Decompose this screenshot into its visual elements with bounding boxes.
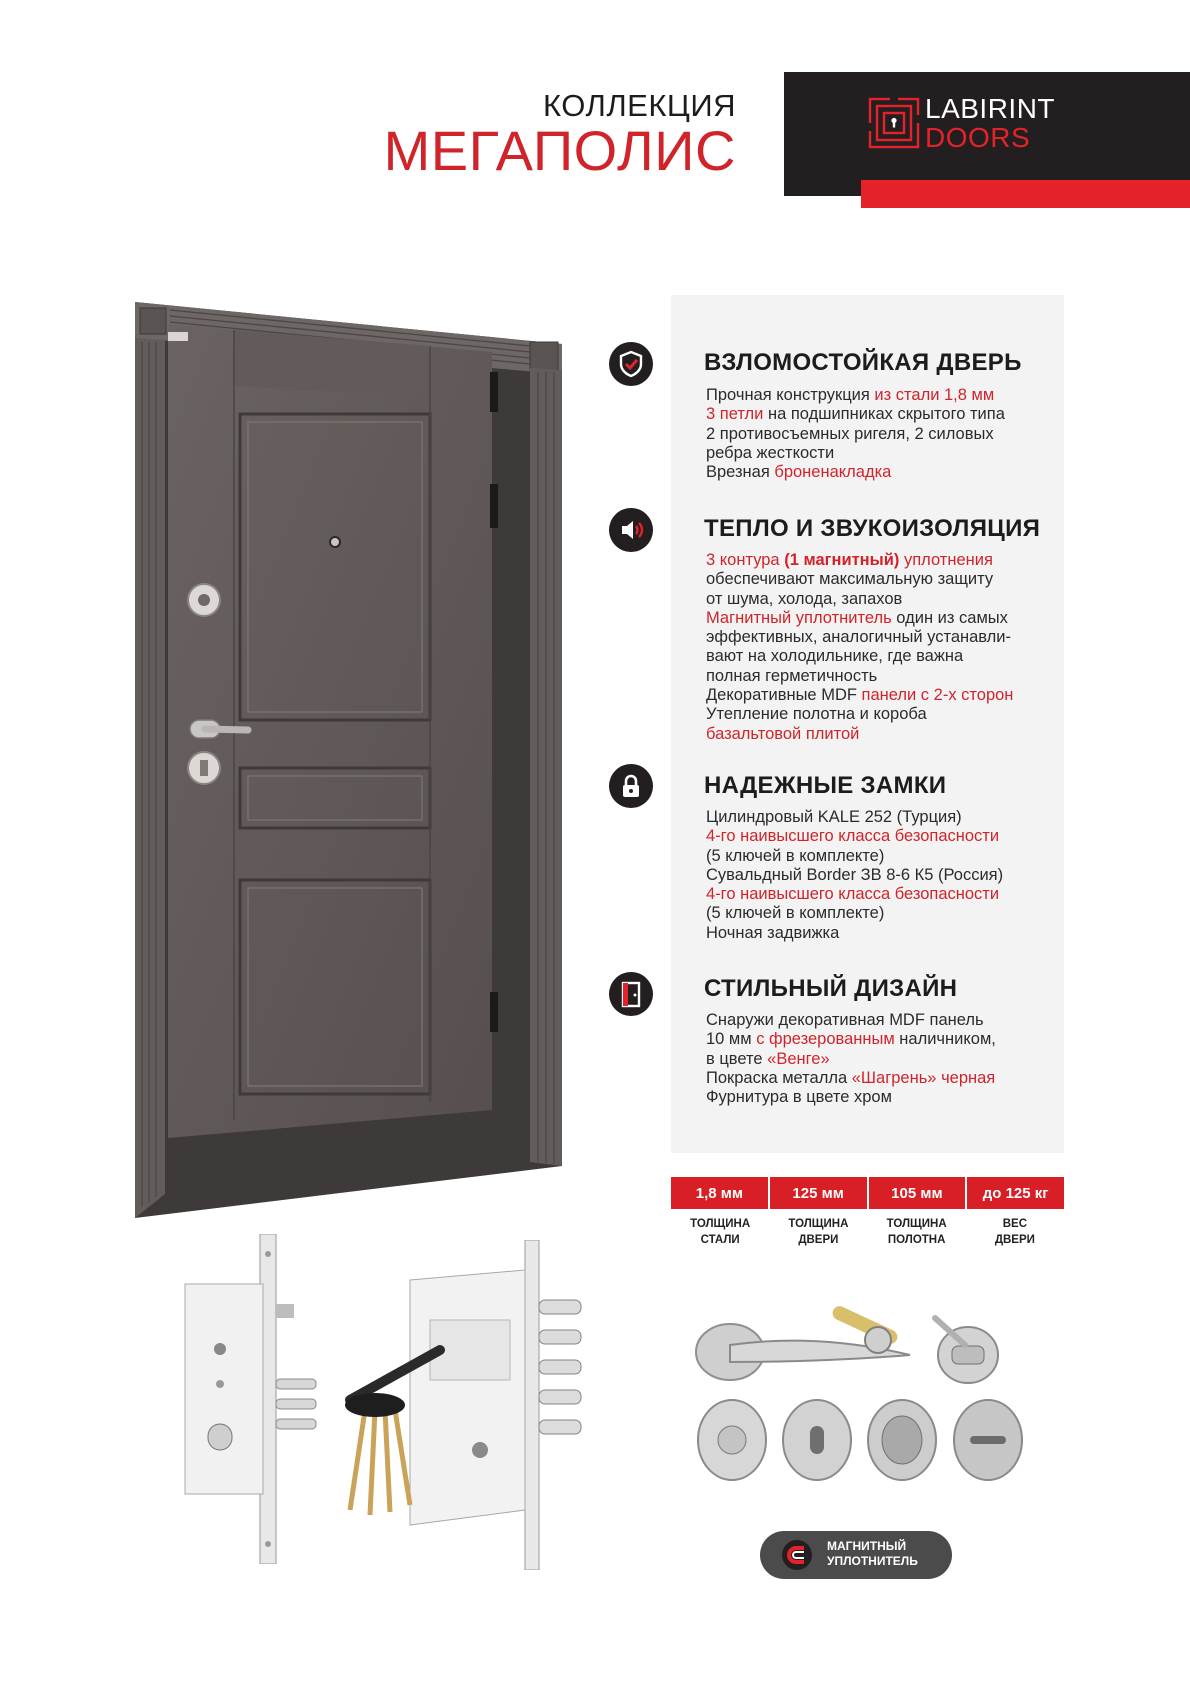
feature-description: [706, 808, 1066, 943]
brand-red-stripe: [861, 180, 1190, 208]
feature-text-segment: «Шагрень» черная: [851, 1068, 996, 1087]
feature-line: [706, 904, 1066, 923]
feature-line: [706, 847, 1066, 866]
feature-text-segment: один из самых: [891, 608, 1008, 627]
feature-line: [706, 609, 1066, 628]
spec-value-steel: 1,8 мм: [671, 1177, 770, 1209]
brand-name-labirint: LABIRINT: [925, 93, 1056, 124]
feature-text-segment: в цвете: [706, 1049, 768, 1068]
feature-text-segment: Покраска металла: [706, 1068, 852, 1087]
feature-text-segment: Ночная задвижка: [706, 923, 840, 942]
collection-name: МЕГАПОЛИС: [383, 119, 736, 182]
feature-title: СТИЛЬНЫЙ ДИЗАЙН: [704, 975, 958, 1002]
collection-label: КОЛЛЕКЦИЯ: [543, 88, 736, 123]
feature-text-segment: 4-го наивысшего класса безопасности: [706, 827, 1000, 846]
feature-text-segment: 3 петли: [706, 405, 764, 424]
feature-text-segment: Прочная конструкция: [706, 386, 875, 404]
feature-text-segment: (5 ключей в комплекте): [706, 846, 885, 865]
feature-text-segment: уплотнения: [899, 551, 993, 569]
feature-line: [706, 667, 1066, 686]
feature-text-segment: Фурнитура в цвете хром: [706, 1088, 892, 1107]
magnetic-seal-label: МАГНИТНЫЙ УПЛОТНИТЕЛЬ: [827, 1539, 918, 1568]
feature-line: [706, 444, 1066, 463]
spec-bar: [671, 1177, 1064, 1209]
feature-line: [706, 570, 1066, 589]
feature-description: [706, 1011, 1066, 1107]
feature-line: [706, 551, 1066, 570]
feature-line: [706, 866, 1066, 885]
feature-text-segment: вают на холодильнике, где важна: [706, 647, 964, 666]
feature-line: [706, 1050, 1066, 1069]
feature-line: [706, 463, 1066, 482]
feature-text-segment: от шума, холода, запахов: [706, 589, 903, 608]
feature-text-segment: обеспечивают максимальную защиту: [706, 570, 994, 589]
feature-text-segment: эффективных, аналогичный устанавли-: [706, 628, 1012, 647]
feature-text-segment: 2 противосъемных ригеля, 2 силовых: [706, 424, 994, 443]
spec-label-leaf-thickness: ТОЛЩИНА ПОЛОТНА: [886, 1218, 947, 1246]
spec-labels: [671, 1216, 1064, 1248]
feature-text-segment: из стали 1,8 мм: [874, 386, 995, 404]
feature-line: [706, 647, 1066, 666]
feature-text-segment: Декоративные MDF: [706, 686, 862, 705]
feature-text-segment: 10 мм: [706, 1030, 757, 1049]
feature-text-segment: ребра жесткости: [706, 443, 835, 462]
feature-text-segment: 3 контура: [706, 551, 785, 569]
spec-label-steel: ТОЛЩИНА СТАЛИ: [690, 1218, 751, 1246]
feature-line: [706, 628, 1066, 647]
feature-text-segment: 4-го наивысшего класса безопасности: [706, 885, 1000, 904]
feature-text-segment: «Венге»: [767, 1049, 830, 1068]
feature-text-segment: Утепление полотна и короба: [706, 705, 927, 724]
feature-title: ТЕПЛО И ЗВУКОИЗОЛЯЦИЯ: [704, 515, 1041, 542]
feature-line: [706, 405, 1066, 424]
door-image: [130, 302, 562, 1218]
feature-title: НАДЕЖНЫЕ ЗАМКИ: [704, 772, 947, 799]
door-icon: [609, 972, 653, 1016]
feature-line: [706, 808, 1066, 827]
feature-line: [706, 885, 1066, 904]
shield-check-icon: [609, 342, 653, 386]
feature-title: ВЗЛОМОСТОЙКАЯ ДВЕРЬ: [704, 349, 1022, 376]
feature-line: [706, 924, 1066, 943]
feature-text-segment: Цилиндровый KALE 252 (Турция): [706, 808, 962, 826]
feature-text-segment: Магнитный уплотнитель: [706, 608, 892, 627]
feature-line: [706, 705, 1066, 724]
speaker-icon: [609, 508, 653, 552]
brand-name-doors: DOORS: [925, 122, 1031, 153]
padlock-icon: [609, 764, 653, 808]
feature-line: [706, 725, 1066, 744]
feature-text-segment: (1 магнитный): [784, 551, 900, 569]
lever-lock-image: [330, 1240, 590, 1570]
feature-text-segment: (5 ключей в комплекте): [706, 904, 885, 923]
feature-description: [706, 386, 1066, 482]
feature-text-segment: полная герметичность: [706, 666, 878, 685]
spec-label-door-thickness: ТОЛЩИНА ДВЕРИ: [788, 1218, 849, 1246]
feature-line: [706, 686, 1066, 705]
feature-text-segment: Сувальдный Border ЗВ 8-6 К5 (Россия): [706, 865, 1004, 884]
feature-line: [706, 425, 1066, 444]
feature-line: [706, 1088, 1066, 1107]
cylinder-lock-image: [180, 1234, 330, 1564]
feature-text-segment: с фрезерованным: [756, 1030, 895, 1049]
spec-value-leaf-thickness: 105 мм: [869, 1177, 968, 1209]
feature-text-segment: Врезная: [706, 463, 775, 482]
feature-text-segment: Снаружи декоративная MDF панель: [706, 1011, 984, 1029]
feature-line: [706, 386, 1066, 405]
spec-value-weight: до 125 кг: [982, 1184, 1049, 1202]
feature-text-segment: броненакладка: [774, 463, 892, 482]
magnet-icon: [782, 1540, 812, 1570]
feature-text-segment: панели с 2-х сторон: [861, 686, 1014, 705]
labyrint-logo-icon: [868, 97, 920, 149]
feature-line: [706, 1030, 1066, 1049]
feature-line: [706, 1011, 1066, 1030]
feature-line: [706, 1069, 1066, 1088]
spec-value-door-thickness: 125 мм: [770, 1177, 869, 1209]
feature-text-segment: базальтовой плитой: [706, 724, 860, 743]
feature-text-segment: на подшипниках скрытого типа: [763, 405, 1005, 424]
feature-line: [706, 827, 1066, 846]
fittings-image: [690, 1300, 1060, 1490]
spec-label-weight: ВЕС ДВЕРИ: [994, 1218, 1035, 1246]
feature-description: [706, 551, 1066, 744]
feature-text-segment: наличником,: [894, 1030, 996, 1049]
feature-line: [706, 590, 1066, 609]
